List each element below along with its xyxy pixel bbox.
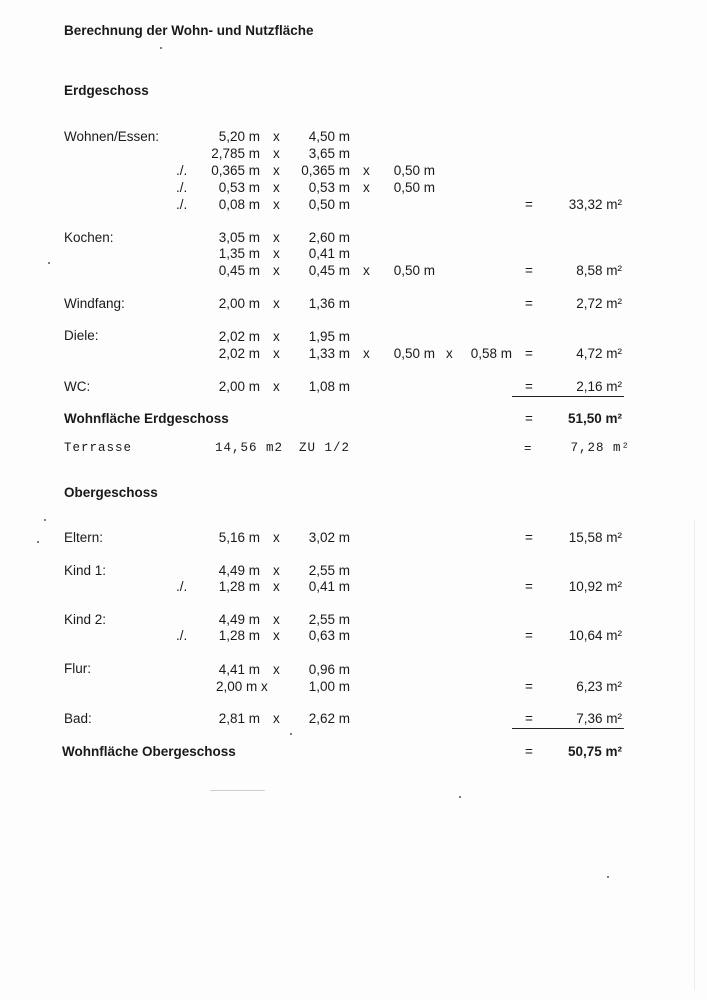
times-sign: x — [273, 329, 280, 344]
dim-c: 0,50 m — [393, 180, 435, 195]
dim-a: 2,785 m — [211, 146, 260, 161]
minus-marker: ./. — [176, 628, 188, 643]
dim-a: 4,49 m — [218, 612, 260, 627]
dim-a: 5,20 m — [218, 129, 260, 144]
times-sign: x — [273, 628, 280, 643]
dim-c: 0,50 m — [393, 346, 435, 361]
dim-a: 0,08 m — [218, 197, 260, 212]
times-sign: x — [273, 612, 280, 627]
equals-sign: = — [525, 744, 533, 759]
dim-a: 1,35 m — [218, 246, 260, 261]
dim-a: 2,00 m — [218, 296, 260, 311]
dim-a: 0,53 m — [218, 180, 260, 195]
equals-sign: = — [525, 530, 533, 545]
times-sign: x — [273, 230, 280, 245]
times-sign: x — [273, 346, 280, 361]
equals-sign: = — [524, 442, 533, 456]
dim-b: 2,55 m — [308, 563, 350, 578]
dim-b: 1,08 m — [308, 379, 350, 394]
scan-speck — [44, 519, 46, 521]
dim-b: 4,50 m — [308, 129, 350, 144]
dim-b: 1,95 m — [308, 329, 350, 344]
dim-d: 0,58 m — [470, 346, 512, 361]
dim-a: 1,28 m — [218, 628, 260, 643]
dim-b: 0,41 m — [308, 246, 350, 261]
scan-speck — [607, 876, 609, 878]
dim-b: 1,36 m — [308, 296, 350, 311]
scan-edge-line — [694, 520, 695, 990]
dim-a: 4,49 m — [218, 563, 260, 578]
total-result-erdgeschoss: 51,50 m² — [567, 411, 622, 426]
dim-b: 0,41 m — [308, 579, 350, 594]
times-sign: x — [446, 346, 453, 361]
dim-b: 0,96 m — [308, 662, 350, 677]
area-result-flur: 6,23 m² — [576, 679, 622, 694]
dim-a: 1,28 m — [218, 579, 260, 594]
dim-b: 2,60 m — [308, 230, 350, 245]
times-sign: x — [273, 163, 280, 178]
times-sign: x — [273, 263, 280, 278]
scan-speck — [459, 796, 461, 798]
total-label-obergeschoss: Wohnfläche Obergeschoss — [62, 744, 236, 759]
room-label-wc: WC: — [64, 379, 91, 394]
times-sign: x — [273, 579, 280, 594]
scan-smudge — [210, 790, 265, 791]
times-sign: x — [273, 530, 280, 545]
equals-sign: = — [525, 197, 533, 212]
scan-speck — [37, 541, 39, 543]
times-sign: x — [273, 563, 280, 578]
times-sign: x — [273, 146, 280, 161]
dim-c: 0,50 m — [393, 163, 435, 178]
room-label-wohnen-essen: Wohnen/Essen: — [64, 129, 160, 144]
minus-marker: ./. — [176, 197, 188, 212]
times-sign: x — [273, 246, 280, 261]
area-result-kind-1: 10,92 m² — [568, 579, 622, 594]
equals-sign: = — [525, 346, 533, 361]
section-heading-obergeschoss: Obergeschoss — [64, 485, 158, 500]
dim-c: 0,50 m — [393, 263, 435, 278]
area-result-kochen: 8,58 m² — [576, 263, 622, 278]
room-label-windfang: Windfang: — [64, 296, 125, 311]
dim-b: 0,63 m — [308, 628, 350, 643]
sum-underline — [512, 396, 624, 397]
area-result-bad: 7,36 m² — [576, 711, 622, 726]
equals-sign: = — [525, 296, 533, 311]
room-label-kochen: Kochen: — [64, 230, 114, 245]
dim-b: 0,365 m — [301, 163, 350, 178]
dim-a: 0,45 m — [218, 263, 260, 278]
dim-b: 3,65 m — [308, 146, 350, 161]
section-heading-erdgeschoss: Erdgeschoss — [64, 83, 149, 98]
equals-sign: = — [525, 711, 533, 726]
dim-b: 1,00 m — [308, 679, 350, 694]
dim-a: 2,81 m — [218, 711, 260, 726]
total-result-obergeschoss: 50,75 m² — [567, 744, 622, 759]
total-label-erdgeschoss: Wohnfläche Erdgeschoss — [64, 411, 229, 426]
scan-speck — [48, 262, 50, 264]
terrasse-area: 14,56 m2 — [215, 441, 284, 455]
dim-a: 4,41 m — [218, 662, 260, 677]
terrasse-result: 7,28 m² — [570, 441, 630, 455]
times-sign: x — [273, 129, 280, 144]
room-label-diele: Diele: — [64, 328, 99, 343]
equals-sign: = — [525, 679, 533, 694]
room-label-flur: Flur: — [64, 661, 91, 676]
document-title: Berechnung der Wohn- und Nutzfläche — [64, 23, 314, 38]
sum-underline — [512, 728, 624, 729]
area-result-wohnen-essen: 33,32 m² — [568, 197, 622, 212]
area-result-diele: 4,72 m² — [576, 346, 622, 361]
minus-marker: ./. — [176, 180, 188, 195]
dim-a: 2,02 m — [218, 329, 260, 344]
minus-marker: ./. — [176, 579, 188, 594]
equals-sign: = — [525, 579, 533, 594]
times-sign: x — [363, 163, 370, 178]
times-sign: x — [273, 197, 280, 212]
times-sign: x — [273, 711, 280, 726]
equals-sign: = — [525, 411, 533, 426]
dim-b: 2,62 m — [308, 711, 350, 726]
area-result-kind-2: 10,64 m² — [568, 628, 622, 643]
equals-sign: = — [525, 379, 533, 394]
scan-speck — [160, 47, 162, 49]
dim-a: 2,00 m — [218, 379, 260, 394]
room-label-eltern: Eltern: — [64, 530, 104, 545]
dim-a: 2,02 m — [218, 346, 260, 361]
dim-b: 0,50 m — [308, 197, 350, 212]
dim-b: 2,55 m — [308, 612, 350, 627]
dim-a: 5,16 m — [218, 530, 260, 545]
area-result-windfang: 2,72 m² — [576, 296, 622, 311]
room-label-bad: Bad: — [64, 711, 92, 726]
equals-sign: = — [525, 263, 533, 278]
times-sign: x — [273, 296, 280, 311]
times-sign: x — [363, 346, 370, 361]
dim-b: 1,33 m — [308, 346, 350, 361]
equals-sign: = — [525, 628, 533, 643]
times-sign: x — [363, 263, 370, 278]
dim-a: 0,365 m — [211, 163, 260, 178]
times-sign: x — [273, 662, 280, 677]
times-sign: x — [273, 180, 280, 195]
terrasse-factor: ZU 1/2 — [299, 441, 351, 455]
minus-marker: ./. — [176, 163, 188, 178]
dim-b: 0,45 m — [308, 263, 350, 278]
times-sign: x — [363, 180, 370, 195]
scan-speck — [290, 733, 292, 735]
room-label-kind-2: Kind 2: — [64, 612, 107, 627]
dim-b: 3,02 m — [308, 530, 350, 545]
dim-a: 3,05 m — [218, 230, 260, 245]
area-result-eltern: 15,58 m² — [568, 530, 622, 545]
terrasse-label: Terrasse — [64, 441, 133, 455]
times-sign: x — [273, 379, 280, 394]
room-label-kind-1: Kind 1: — [64, 563, 107, 578]
area-result-wc: 2,16 m² — [576, 379, 622, 394]
dim-a: 2,00 m x — [216, 679, 268, 694]
dim-b: 0,53 m — [308, 180, 350, 195]
